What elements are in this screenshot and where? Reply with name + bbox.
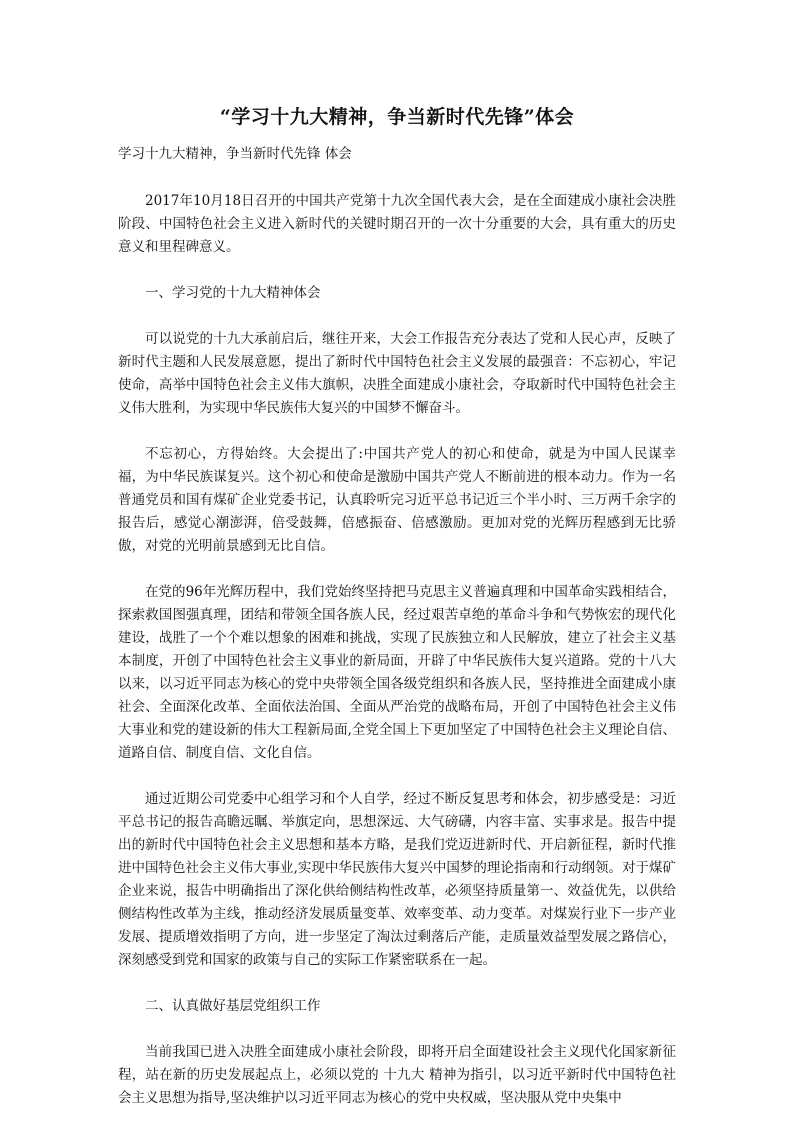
document-title: “学习十九大精神，争当新时代先锋”体会 — [219, 106, 575, 128]
paragraph-2: 可以说党的十九大承前启后，继往开来，大会工作报告充分表达了党和人民心声，反映了新时代主题和人民发展意愿，提出了新时代中国特色社会主义发展的最强音：不忘初心，牢记使命，高举中国特色社会主义伟大旗帜，决胜全面建成小康社会，夺取新时代中国特色社会主义伟大胜利，为实现中华民族伟大复兴的中国梦不懈奋斗。 — [118, 331, 676, 416]
section-heading-1: 一、学习党的十九大精神体会 — [145, 285, 321, 301]
paragraph-4: 在党的96年光辉历程中，我们党始终坚持把马克思主义普遍真理和中国革命实践相结合，探索救国图强真理，团结和带领全国各族人民，经过艰苦卓绝的革命斗争和气势恢宏的现代化建设，战胜了一个个难以想象的困难和挑战，实现了民族独立和人民解放，建立了社会主义基本制度，开创了中国特色社会主义事业的新局面，开辟了中华民族伟大复兴道路。党的十八大 以来，以习近平同志为核心的党中央带领全国各级党组织和各族人民，坚持推进全面建成小康社会、全面深化改革、全面依法治国、全面从严治党的战略布局，开创了中国特色社会主义伟大事业和党的建设新的伟大工程新局面,全党全国上下更加坚定了中国特色社会主义理论自信、道路自信、制度自信、文化自信。 — [118, 584, 676, 761]
section-heading-2: 二、认真做好基层党组织工作 — [145, 998, 321, 1014]
paragraph-intro: 2017年10月18日召开的中国共产党第十九次全国代表大会，是在全面建成小康社会决胜阶段、中国特色社会主义进入新时代的关键时期召开的一次十分重要的大会，具有重大的历史意义和里程碑意义。 — [118, 193, 676, 255]
paragraph-6: 当前我国已进入决胜全面建成小康社会阶段，即将开启全面建设社会主义现代化国家新征程，站在新的历史发展起点上，必须以党的 十九大 精神为指引，以习近平新时代中国特色社会主义思想为指导,坚决维护以习近平同志为核心的党中央权威，坚决服从党中央集中 — [118, 1044, 676, 1106]
paragraph-3: 不忘初心，方得始终。大会提出了:中国共产党人的初心和使命，就是为中国人民谋幸福，为中华民族谋复兴。这个初心和使命是激励中国共产党人不断前进的根本动力。作为一名普通党员和国有煤矿企业党委书记，认真聆听完习近平总书记近三个半小时、三万两千余字的报告后，感觉心潮澎湃，倍受鼓舞，倍感振奋、倍感激励。更加对党的光辉历程感到无比骄傲，对党的光明前景感到无比自信。 — [118, 446, 676, 554]
paragraph-5: 通过近期公司党委中心组学习和个人自学，经过不断反复思考和体会，初步感受是：习近平总书记的报告高瞻远瞩、举旗定向，思想深远、大气磅礴，内容丰富、实事求是。报告中提出的新时代中国特色社会主义思想和基本方略，是我们党迈进新时代、开启新征程，新时代推进中国特色社会主义伟大事业,实现中华民族伟大复兴中国梦的理论指南和行动纲领。对于煤矿企业来说，报告中明确指出了深化供给侧结构性改革，必须坚持质量第一、效益优先，以供给侧结构性改革为主线，推动经济发展质量变革、效率变革、动力变革。对煤炭行业下一步产业发展、提质增效指明了方向，进一步坚定了淘汰过剩落后产能，走质量效益型发展之路信心，深刻感受到党和国家的政策与自己的实际工作紧密联系在一起。 — [118, 791, 676, 968]
document-subtitle: 学习十九大精神，争当新时代先锋 体会 — [118, 146, 352, 162]
